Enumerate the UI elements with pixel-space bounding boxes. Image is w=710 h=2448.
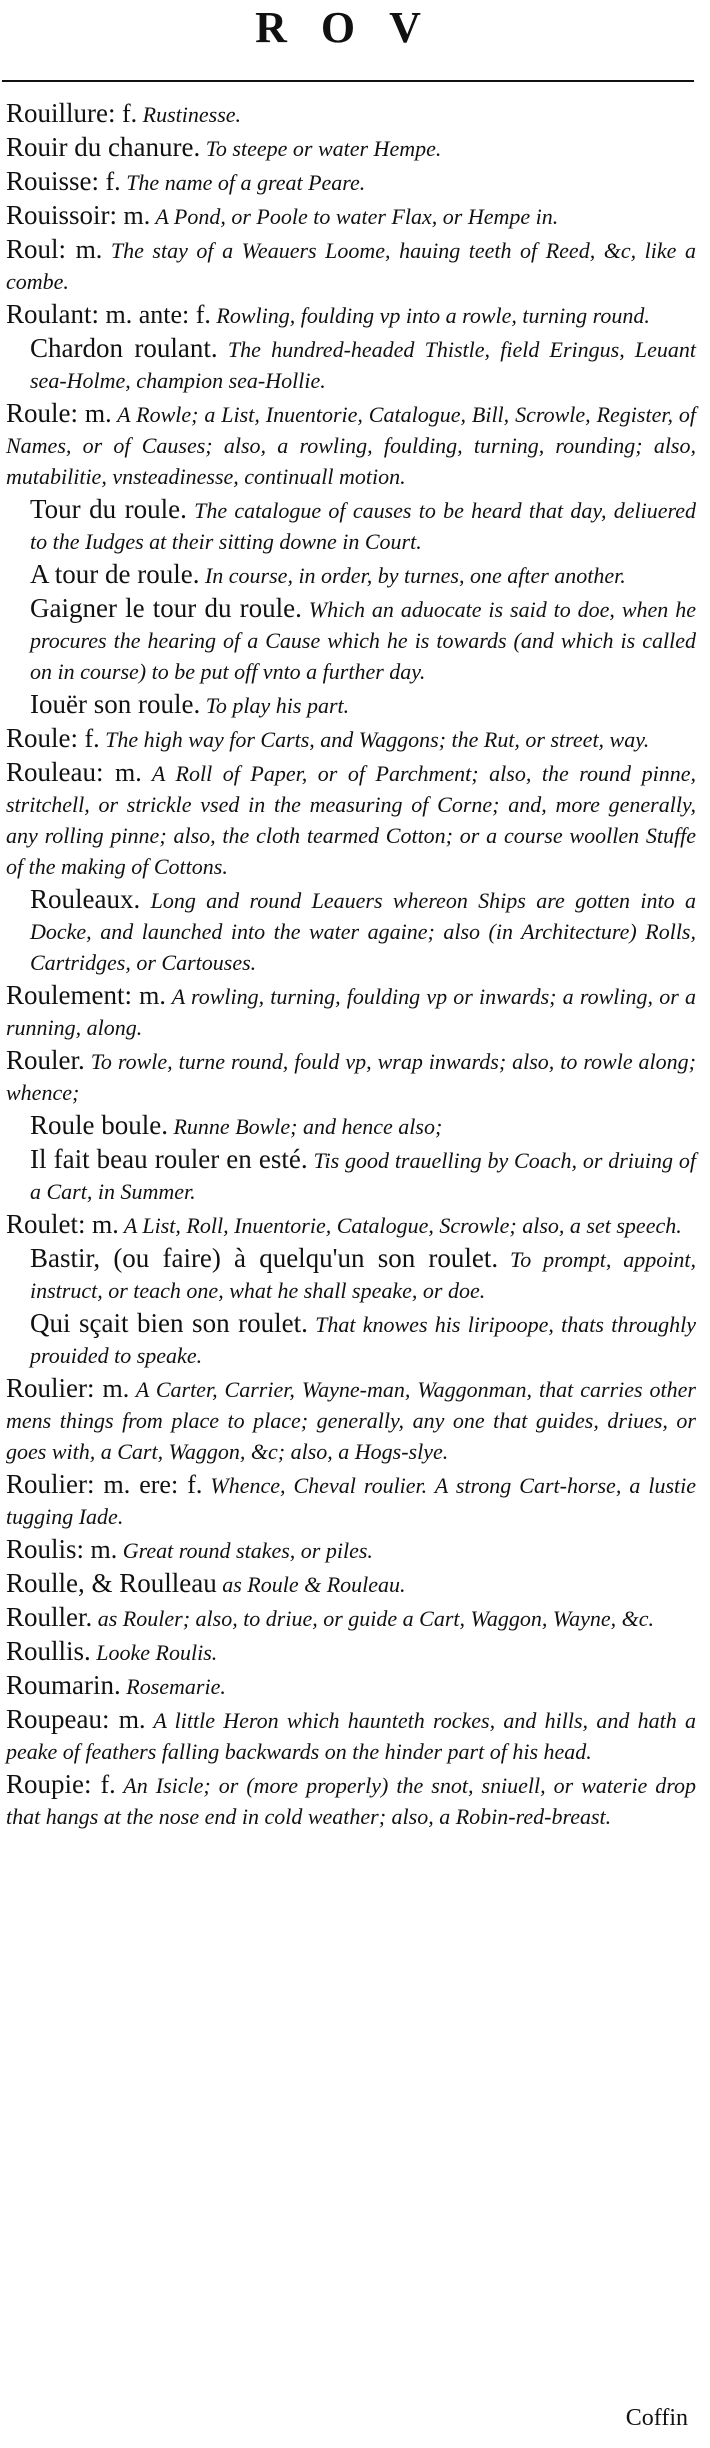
dictionary-entry bbox=[6, 757, 696, 882]
sub-entry bbox=[6, 333, 696, 396]
dictionary-entry bbox=[6, 1373, 696, 1467]
definition: A List, Roll, Inuentorie, Catalogue, Scrowle; also, a set speech. bbox=[118, 1213, 682, 1238]
definition: The name of a great Peare. bbox=[120, 170, 366, 195]
headword: Il fait beau rouler en esté. bbox=[30, 1144, 308, 1174]
header-rule bbox=[2, 80, 694, 82]
definition: Runne Bowle; and hence also; bbox=[167, 1114, 443, 1139]
headword: Roule: bbox=[6, 398, 78, 428]
catchword: Coffin bbox=[625, 2405, 688, 2431]
grammar-label: f. bbox=[115, 99, 138, 128]
definition: Long and round Leauers whereon Ships are gotten into a Docke, and launched into the water againe; also (in Architecture) Rolls, Cartridges, or Cartouses. bbox=[30, 888, 696, 975]
grammar-label: m. bbox=[131, 981, 166, 1010]
dictionary-entry bbox=[6, 234, 696, 297]
grammar-label: m. bbox=[103, 758, 142, 787]
sub-entry bbox=[6, 1110, 696, 1142]
dictionary-entry bbox=[6, 1636, 696, 1668]
definition: A little Heron which haunteth rockes, and hills, and hath a peake of feathers falling backwards on the hinder part of his head. bbox=[6, 1708, 696, 1764]
grammar-label: m. bbox=[94, 1374, 130, 1403]
page-title: ROV bbox=[255, 3, 455, 52]
definition: That knowes his liripoope, thats throughly prouided to speake. bbox=[30, 1312, 696, 1368]
dictionary-entry bbox=[6, 299, 696, 331]
definition: In course, in order, by turnes, one after another. bbox=[199, 563, 626, 588]
dictionary-entry bbox=[6, 1769, 696, 1832]
headword: Roul: bbox=[6, 234, 67, 264]
dictionary-entry bbox=[6, 1602, 696, 1634]
grammar-label: f. bbox=[91, 1770, 116, 1799]
definition: To steepe or water Hempe. bbox=[200, 136, 442, 161]
definition: A Rowle; a List, Inuentorie, Catalogue, Bill, Scrowle, Register, of Names, or of Causes; also, a rowling, foulding, turning, rounding; also, mutabilitie, vnsteadinesse, continuall motion. bbox=[6, 402, 696, 489]
sub-entry bbox=[6, 1144, 696, 1207]
dictionary-entry bbox=[6, 166, 696, 198]
dictionary-entry bbox=[6, 1045, 696, 1108]
grammar-label: m. bbox=[84, 1535, 118, 1564]
headword: Rouillure: bbox=[6, 98, 116, 128]
headword: Roule: bbox=[6, 723, 78, 753]
definition: Rowling, foulding vp into a rowle, turning round. bbox=[210, 303, 650, 328]
dictionary-entry bbox=[6, 980, 696, 1043]
dictionary-entry bbox=[6, 1534, 696, 1566]
headword: Rouleau: bbox=[6, 757, 104, 787]
definition: The stay of a Weauers Loome, hauing teeth of Reed, &c, like a combe. bbox=[6, 238, 696, 294]
sub-entry bbox=[6, 559, 696, 591]
headword: Qui sçait bien son roulet. bbox=[30, 1308, 308, 1338]
grammar-label: m. bbox=[117, 201, 151, 230]
headword: Rouleaux. bbox=[30, 884, 141, 914]
headword: Rouissoir: bbox=[6, 200, 118, 230]
dictionary-entry bbox=[6, 1670, 696, 1702]
sub-entry bbox=[6, 884, 696, 978]
headword: Roulier: bbox=[6, 1469, 95, 1499]
definition: An Isicle; or (more properly) the snot, sniuell, or waterie drop that hangs at the nose end in cold weather; also, a Robin-red-breast. bbox=[6, 1773, 696, 1829]
sub-entry bbox=[6, 593, 696, 687]
sub-entry bbox=[6, 1243, 696, 1306]
dictionary-entry bbox=[6, 1469, 696, 1532]
headword: Roulis: bbox=[6, 1534, 85, 1564]
grammar-label: m. bbox=[109, 1705, 146, 1734]
dictionary-entry bbox=[6, 398, 696, 492]
definition: The high way for Carts, and Waggons; the Rut, or street, way. bbox=[99, 727, 650, 752]
sub-entry bbox=[6, 494, 696, 557]
headword: Chardon roulant. bbox=[30, 333, 218, 363]
definition: The catalogue of causes to be heard that day, deliuered to the Iudges at their sitting downe in Court. bbox=[30, 498, 697, 554]
grammar-label: f. bbox=[78, 724, 100, 753]
sub-entry bbox=[6, 689, 696, 721]
dictionary-entries bbox=[6, 98, 696, 1832]
definition: as Rouler; also, to driue, or guide a Cart, Waggon, Wayne, &c. bbox=[92, 1606, 655, 1631]
dictionary-entry bbox=[6, 1209, 696, 1241]
dictionary-entry bbox=[6, 1704, 696, 1767]
headword: Roumarin. bbox=[6, 1670, 121, 1700]
grammar-label: m. bbox=[78, 399, 112, 428]
headword: Roulle, & Roulleau bbox=[6, 1568, 217, 1598]
definition: To rowle, turne round, fould vp, wrap inwards; also, to rowle along; whence; bbox=[6, 1049, 696, 1105]
dictionary-entry bbox=[6, 200, 696, 232]
grammar-label: m. bbox=[85, 1210, 119, 1239]
headword: Roupeau: bbox=[6, 1704, 110, 1734]
grammar-label: m. ere: f. bbox=[94, 1470, 203, 1499]
dictionary-entry bbox=[6, 98, 696, 130]
headword: Roupie: bbox=[6, 1769, 92, 1799]
headword: Tour du roule. bbox=[30, 494, 187, 524]
headword: Roulant: bbox=[6, 299, 99, 329]
headword: Gaigner le tour du roule. bbox=[30, 593, 302, 623]
headword: Roulier: bbox=[6, 1373, 95, 1403]
headword: Iouër son roule. bbox=[30, 689, 201, 719]
headword: Rouler. bbox=[6, 1045, 85, 1075]
dictionary-entry bbox=[6, 132, 696, 164]
definition: Whence, Cheval roulier. A strong Cart-horse, a lustie tugging Iade. bbox=[6, 1473, 697, 1529]
definition: Rosemarie. bbox=[120, 1674, 226, 1699]
definition: The hundred-headed Thistle, field Eringus, Leuant sea-Holme, champion sea-Hollie. bbox=[30, 337, 697, 393]
definition: Great round stakes, or piles. bbox=[117, 1538, 373, 1563]
definition: Which an aduocate is said to doe, when he procures the hearing of a Cause which he is towards (and which is called on in course) to be put off vnto a further day. bbox=[30, 597, 696, 684]
headword: Bastir, (ou faire) à quelqu'un son roulet. bbox=[30, 1243, 499, 1273]
grammar-label: f. bbox=[99, 167, 121, 196]
headword: Roulet: bbox=[6, 1209, 86, 1239]
headword: A tour de roule. bbox=[30, 559, 200, 589]
definition: To play his part. bbox=[200, 693, 350, 718]
headword: Rouisse: bbox=[6, 166, 100, 196]
definition: as Roule & Rouleau. bbox=[216, 1572, 406, 1597]
grammar-label: m. ante: f. bbox=[99, 300, 211, 329]
definition: To prompt, appoint, instruct, or teach one, what he shall speake, or doe. bbox=[30, 1247, 696, 1303]
definition: Tis good trauelling by Coach, or driuing of a Cart, in Summer. bbox=[30, 1148, 696, 1204]
headword: Roullis. bbox=[6, 1636, 91, 1666]
headword: Roule boule. bbox=[30, 1110, 168, 1140]
page-header bbox=[0, 0, 710, 88]
headword: Rouir du chanure. bbox=[6, 132, 201, 162]
headword: Roulement: bbox=[6, 980, 132, 1010]
definition: Rustinesse. bbox=[137, 102, 242, 127]
definition: A rowling, turning, foulding vp or inwards; a rowling, or a running, along. bbox=[6, 984, 696, 1040]
headword: Rouller. bbox=[6, 1602, 93, 1632]
dictionary-entry bbox=[6, 1568, 696, 1600]
grammar-label: m. bbox=[66, 235, 103, 264]
definition: A Roll of Paper, or of Parchment; also, the round pinne, stritchell, or strickle vsed in the measuring of Corne; and, more generally, any rolling pinne; also, the cloth tearmed Cotton; or a course woollen Stuffe of the making of Cottons. bbox=[6, 761, 696, 879]
definition: Looke Roulis. bbox=[90, 1640, 218, 1665]
definition: A Carter, Carrier, Wayne-man, Waggonman, that carries other mens things from place to place; generally, any one that guides, driues, or goes with, a Cart, Waggon, &c; also, a Hogs-slye. bbox=[6, 1377, 696, 1464]
sub-entry bbox=[6, 1308, 696, 1371]
dictionary-entry bbox=[6, 723, 696, 755]
definition: A Pond, or Poole to water Flax, or Hempe in. bbox=[150, 204, 559, 229]
